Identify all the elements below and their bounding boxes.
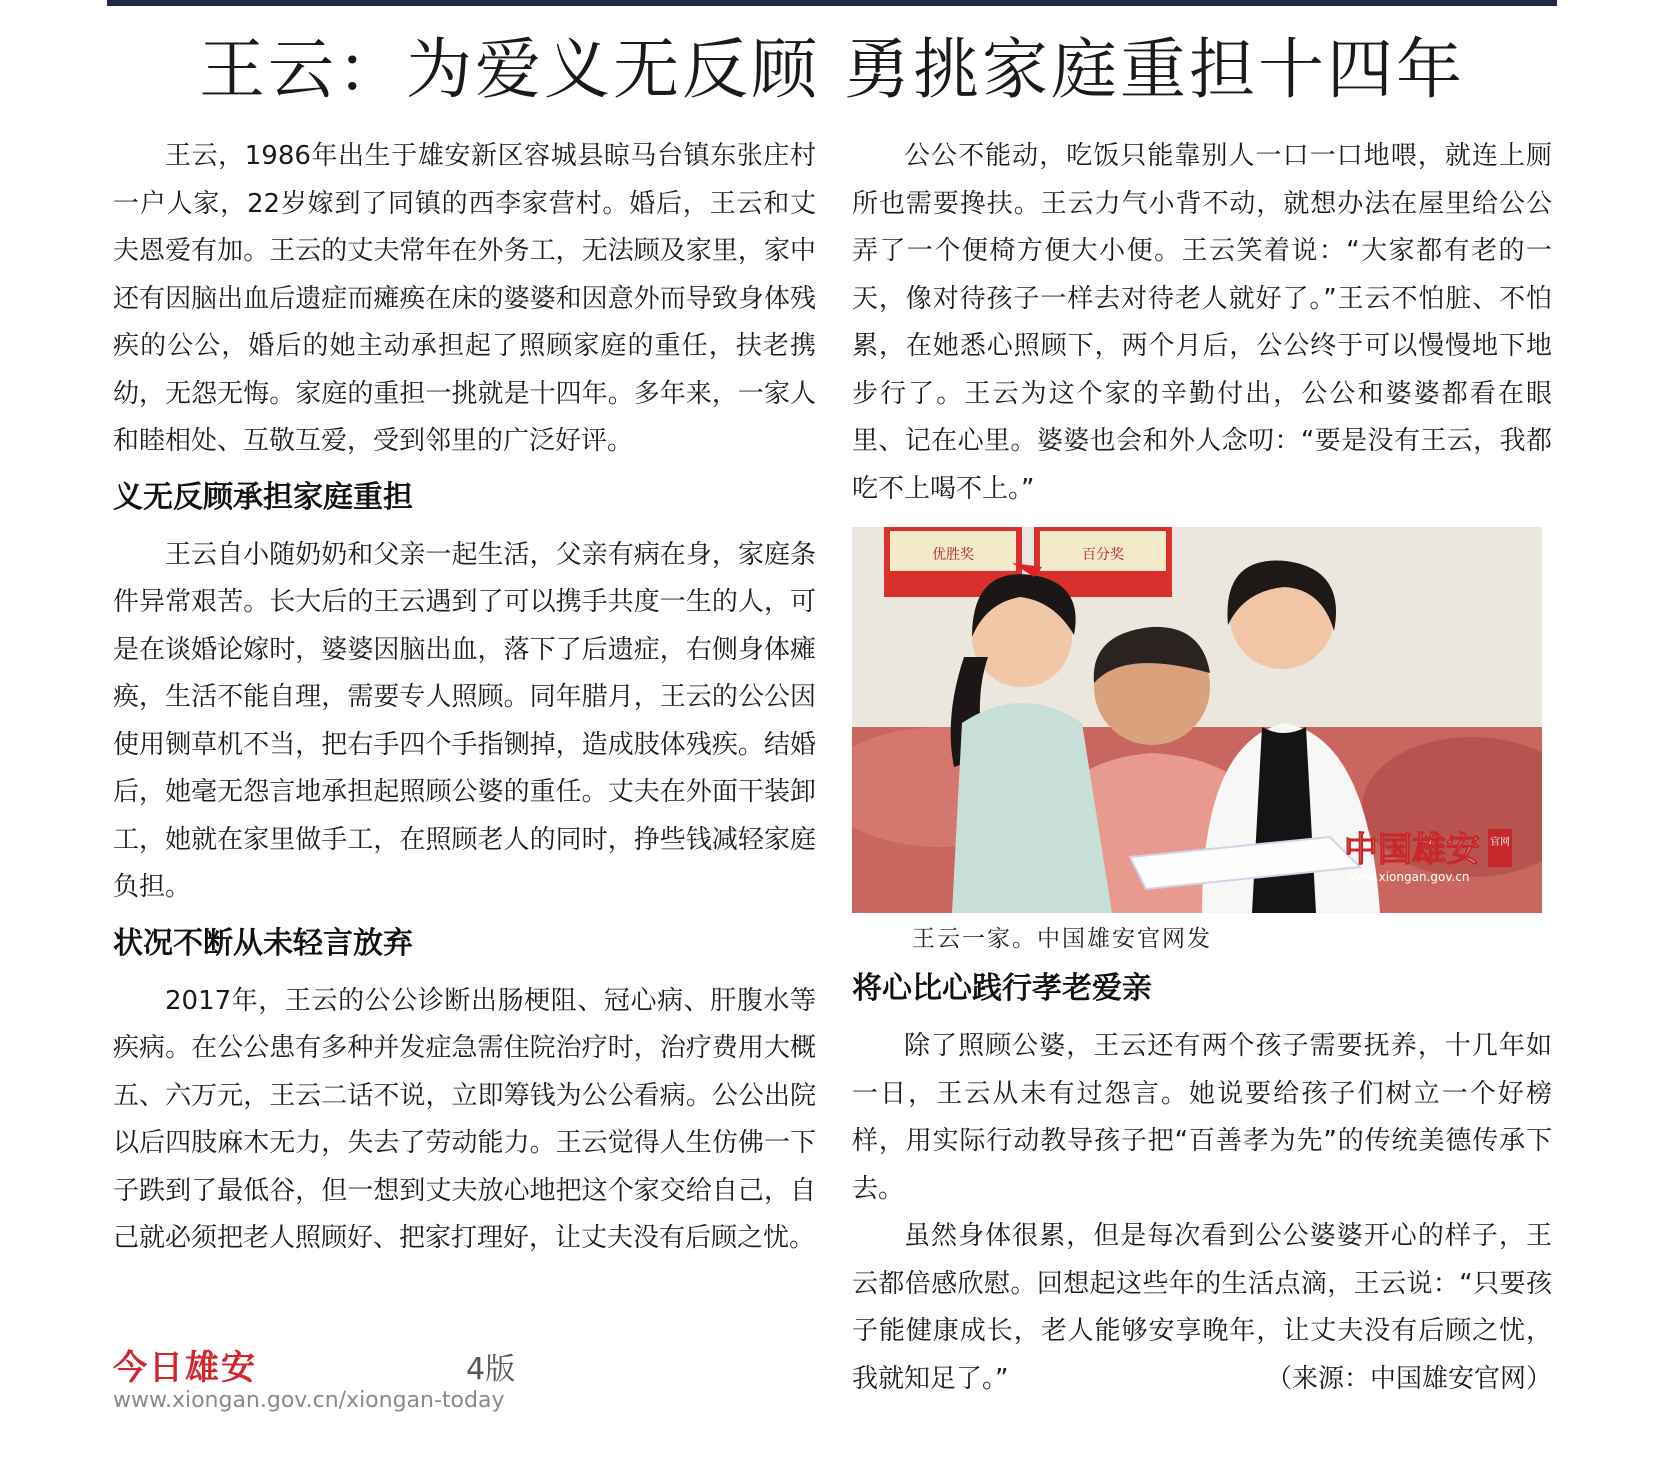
newspaper-logo: 今日雄安 <box>113 1348 257 1388</box>
section-heading-3: 将心比心践行孝老爱亲 <box>852 971 1152 1006</box>
section-heading-2: 状况不断从未轻言放弃 <box>113 925 413 961</box>
family-photo <box>852 527 1542 913</box>
intro-paragraph: 王云，1986年出生于雄安新区容城县晾马台镇东张庄村一户人家，22岁嫁到了同镇的西李家营村。婚后，王云和丈夫恩爱有加。王云的丈夫常年在外务工，无法顾及家里，家中还有因脑出血后遗症而瘫痪在床的婆婆和因意外而导致身体残疾的公公，婚后的她主动承担起了照顾家庭的重任，扶老携幼，无怨无悔。家庭的重担一挑就是十四年。多年来，一家人和睦相处、互敬互爱，受到邻里的广泛好评。 <box>113 141 816 456</box>
watermark-badge: 官网 <box>1490 837 1510 848</box>
family-photo-illustration <box>852 527 1542 913</box>
page-number: 4版 <box>466 1352 516 1387</box>
section-1-paragraph: 王云自小随奶奶和父亲一起生活，父亲有病在身，家庭条件异常艰苦。长大后的王云遇到了可以携手共度一生的人，可是在谈婚论嫁时，婆婆因脑出血，落下了后遗症，右侧身体瘫痪，生活不能自理，需要专人照顾。同年腊月，王云的公公因使用铡草机不当，把右手四个手指铡掉，造成肢体残疾。结婚后，她毫无怨言地承担起照顾公婆的重任。丈夫在外面干装卸工，她就在家里做手工，在照顾老人的同时，挣些钱减轻家庭负担。 <box>113 539 816 902</box>
left-column <box>113 133 816 1263</box>
top-rule <box>107 0 1557 6</box>
page-title: 王云：为爱义无反顾 勇挑家庭重担十四年 <box>199 31 1465 108</box>
section-3-paragraph-2 <box>852 1213 1552 1403</box>
care-paragraph: 公公不能动，吃饭只能靠别人一口一口地喂，就连上厕所也需要搀扶。王云力气小背不动，就想办法在屋里给公公弄了一个便椅方便大小便。王云笑着说：“大家都有老的一天，像对待孩子一样去对待老人就好了。”王云不怕脏、不怕累，在她悉心照顾下，两个月后，公公终于可以慢慢地下地步行了。王云为这个家的辛勤付出，公公和婆婆都看在眼里、记在心里。婆婆也会和外人念叨：“要是没有王云，我都吃不上喝不上。” <box>852 141 1552 504</box>
watermark-url: www.xiongan.gov.cn <box>1346 870 1470 884</box>
closing-quote: 虽然身体很累，但是每次看到公公婆婆开心的样子，王云都倍感欣慰。回想起这些年的生活点滴，王云说：“只要孩子能健康成长，老人能够安享晚年，让丈夫没有后顾之忧，我就知足了。” <box>852 1221 1552 1394</box>
section-heading-1: 义无反顾承担家庭重担 <box>113 479 413 515</box>
certificate-right-text: 百分奖 <box>1082 547 1124 563</box>
photo-caption: 王云一家。中国雄安官网发 <box>912 926 1212 952</box>
article-source: （来源：中国雄安官网） <box>1265 1363 1552 1394</box>
footer-url: www.xiongan.gov.cn/xiongan-today <box>113 1388 505 1413</box>
section-2-paragraph: 2017年，王云的公公诊断出肠梗阻、冠心病、肝腹水等疾病。在公公患有多种并发症急需住院治疗时，治疗费用大概五、六万元，王云二话不说，立即筹钱为公公看病。公公出院以后四肢麻木无力，失去了劳动能力。王云觉得人生仿佛一下子跌到了最低谷，但一想到丈夫放心地把这个家交给自己，自己就必须把老人照顾好、把家打理好，让丈夫没有后顾之忧。 <box>113 985 816 1253</box>
section-3-paragraph-1: 除了照顾公婆，王云还有两个孩子需要抚养，十几年如一日，王云从未有过怨言。她说要给孩子们树立一个好榜样，用实际行动教导孩子把“百善孝为先”的传统美德传承下去。 <box>852 1031 1552 1204</box>
right-column <box>852 133 1552 1403</box>
watermark-logo: 中国雄安 <box>1344 830 1480 870</box>
certificate-left-text: 优胜奖 <box>932 547 974 563</box>
